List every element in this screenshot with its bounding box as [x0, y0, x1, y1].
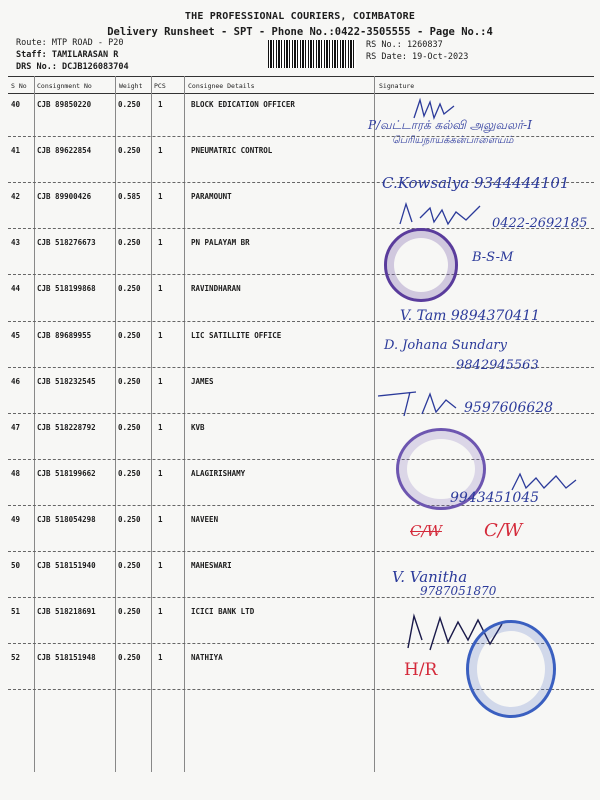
- row-cn: CJB 89622854: [37, 146, 92, 156]
- col-divider: [34, 76, 35, 772]
- rs-number: RS No.: 1260837: [366, 40, 443, 50]
- row-pcs: 1: [158, 238, 163, 248]
- row-sno: 42: [11, 192, 21, 202]
- col-header-pcs: PCS: [154, 82, 166, 90]
- row-wt: 0.250: [118, 422, 141, 432]
- col-divider: [115, 76, 116, 772]
- row-divider: [8, 551, 594, 552]
- row-cn: CJB 89900426: [37, 192, 92, 202]
- row-sno: 40: [11, 100, 21, 109]
- row-wt: 0.250: [118, 468, 141, 478]
- row-name: ICICI BANK LTD: [191, 607, 255, 617]
- handwritten-phone: 0422-2692185: [492, 216, 588, 231]
- row-pcs: 1: [158, 607, 163, 617]
- row-wt: 0.250: [118, 330, 141, 340]
- row-pcs: 1: [158, 376, 163, 386]
- signature-scribble: [396, 200, 486, 228]
- row-cn: CJB 89689955: [37, 330, 92, 340]
- row-sno: 46: [11, 376, 21, 386]
- row-cn: CJB 518151940: [37, 561, 96, 570]
- row-pcs: 1: [158, 514, 163, 524]
- row-divider: [8, 274, 594, 275]
- row-cn: CJB 518218691: [37, 607, 96, 617]
- col-divider: [374, 76, 375, 772]
- signature-scribble: [376, 386, 466, 420]
- row-wt: 0.250: [118, 653, 141, 663]
- row-sno: 47: [11, 422, 21, 432]
- row-sno: 50: [11, 561, 21, 570]
- row-wt: 0.250: [118, 561, 141, 570]
- row-sno: 41: [11, 146, 21, 156]
- header-top-rule: [8, 76, 594, 77]
- staff-label: Staff: TAMILARASAN R: [16, 50, 119, 60]
- row-pcs: 1: [158, 468, 163, 478]
- row-wt: 0.250: [118, 146, 141, 156]
- row-name: JAMES: [191, 376, 214, 386]
- row-sno: 51: [11, 607, 21, 617]
- handwritten-phone: 9787051870: [420, 584, 497, 598]
- col-header-consignee: Consignee Details: [188, 82, 255, 90]
- row-wt: 0.250: [118, 238, 141, 248]
- col-header-consignment: Consignment No: [37, 82, 92, 90]
- col-header-weight: Weight: [119, 82, 143, 90]
- row-cn: CJB 518276673: [37, 238, 96, 248]
- row-pcs: 1: [158, 284, 163, 294]
- route-label: Route: MTP ROAD - P20: [16, 38, 124, 48]
- row-name: PNEUMATRIC CONTROL: [191, 146, 273, 156]
- row-wt: 0.585: [118, 192, 141, 202]
- rs-date: RS Date: 19-Oct-2023: [366, 52, 469, 62]
- row-divider: [8, 459, 594, 460]
- row-cn: CJB 89850220: [37, 100, 92, 109]
- handwritten-note: C/W: [484, 520, 523, 541]
- handwritten-signature: C.Kowsalya 9344444101: [382, 174, 570, 192]
- row-pcs: 1: [158, 100, 163, 109]
- drs-number: DRS No.: DCJB126083704: [16, 62, 129, 72]
- row-pcs: 1: [158, 653, 163, 663]
- row-pcs: 1: [158, 192, 163, 202]
- handwritten-note-struck: C/W: [410, 522, 442, 540]
- row-divider: [8, 597, 594, 598]
- handwritten-signature: D. Johana Sundary: [384, 338, 507, 353]
- row-name: NATHIYA: [191, 653, 223, 663]
- handwritten-office-line2: பெரியநாயக்கன்பாளையம்: [392, 135, 514, 146]
- row-sno: 48: [11, 468, 21, 478]
- barcode: [268, 40, 356, 68]
- row-cn: CJB 518228792: [37, 422, 96, 432]
- icici-bank-stamp: [466, 620, 556, 718]
- handwritten-phone: 9842945563: [456, 358, 539, 373]
- row-name: LIC SATILLITE OFFICE: [191, 330, 282, 340]
- runsheet-subtitle: Delivery Runsheet - SPT - Phone No.:0422-3505555 - Page No.:4: [107, 26, 493, 38]
- col-divider: [151, 76, 152, 772]
- company-title: THE PROFESSIONAL COURIERS, COIMBATORE: [184, 11, 416, 22]
- row-cn: CJB 518199868: [37, 284, 96, 294]
- col-divider: [184, 76, 185, 772]
- row-cn: CJB 518151948: [37, 653, 96, 663]
- handwritten-note: H/R: [404, 660, 438, 680]
- row-pcs: 1: [158, 561, 163, 570]
- post-office-stamp: [384, 228, 458, 302]
- row-pcs: 1: [158, 330, 163, 340]
- row-sno: 52: [11, 653, 21, 663]
- row-cn: CJB 518232545: [37, 376, 96, 386]
- handwritten-signature: V. Vanitha: [392, 568, 468, 586]
- handwritten-initials: B-S-M: [472, 250, 514, 265]
- row-name: RAVINDHARAN: [191, 284, 241, 294]
- handwritten-phone: 9597606628: [464, 400, 554, 416]
- row-pcs: 1: [158, 146, 163, 156]
- row-wt: 0.250: [118, 607, 141, 617]
- row-name: KVB: [191, 422, 205, 432]
- handwritten-phone: 9943451045: [450, 490, 540, 506]
- row-wt: 0.250: [118, 514, 141, 524]
- col-header-signature: Signature: [379, 82, 415, 90]
- row-sno: 45: [11, 330, 21, 340]
- row-wt: 0.250: [118, 284, 141, 294]
- row-sno: 44: [11, 284, 21, 294]
- row-wt: 0.250: [118, 100, 141, 109]
- row-name: ALAGIRISHAMY: [191, 468, 246, 478]
- handwritten-office-line1: Р/வட்டாரக் கல்வி அலுவலர்-I: [368, 118, 532, 132]
- handwritten-signature: V. Tam 9894370411: [400, 308, 540, 324]
- row-sno: 49: [11, 514, 21, 524]
- header-bottom-rule: [8, 93, 594, 94]
- row-cn: CJB 518054298: [37, 514, 96, 524]
- row-sno: 43: [11, 238, 21, 248]
- row-name: MAHESWARI: [191, 561, 232, 570]
- row-name: NAVEEN: [191, 514, 219, 524]
- col-header-sno: S No: [11, 82, 27, 90]
- row-pcs: 1: [158, 422, 163, 432]
- row-name: PARAMOUNT: [191, 192, 232, 202]
- row-wt: 0.250: [118, 376, 141, 386]
- row-cn: CJB 518199662: [37, 468, 96, 478]
- row-name: BLOCK EDICATION OFFICER: [191, 100, 295, 109]
- row-name: PN PALAYAM BR: [191, 238, 250, 248]
